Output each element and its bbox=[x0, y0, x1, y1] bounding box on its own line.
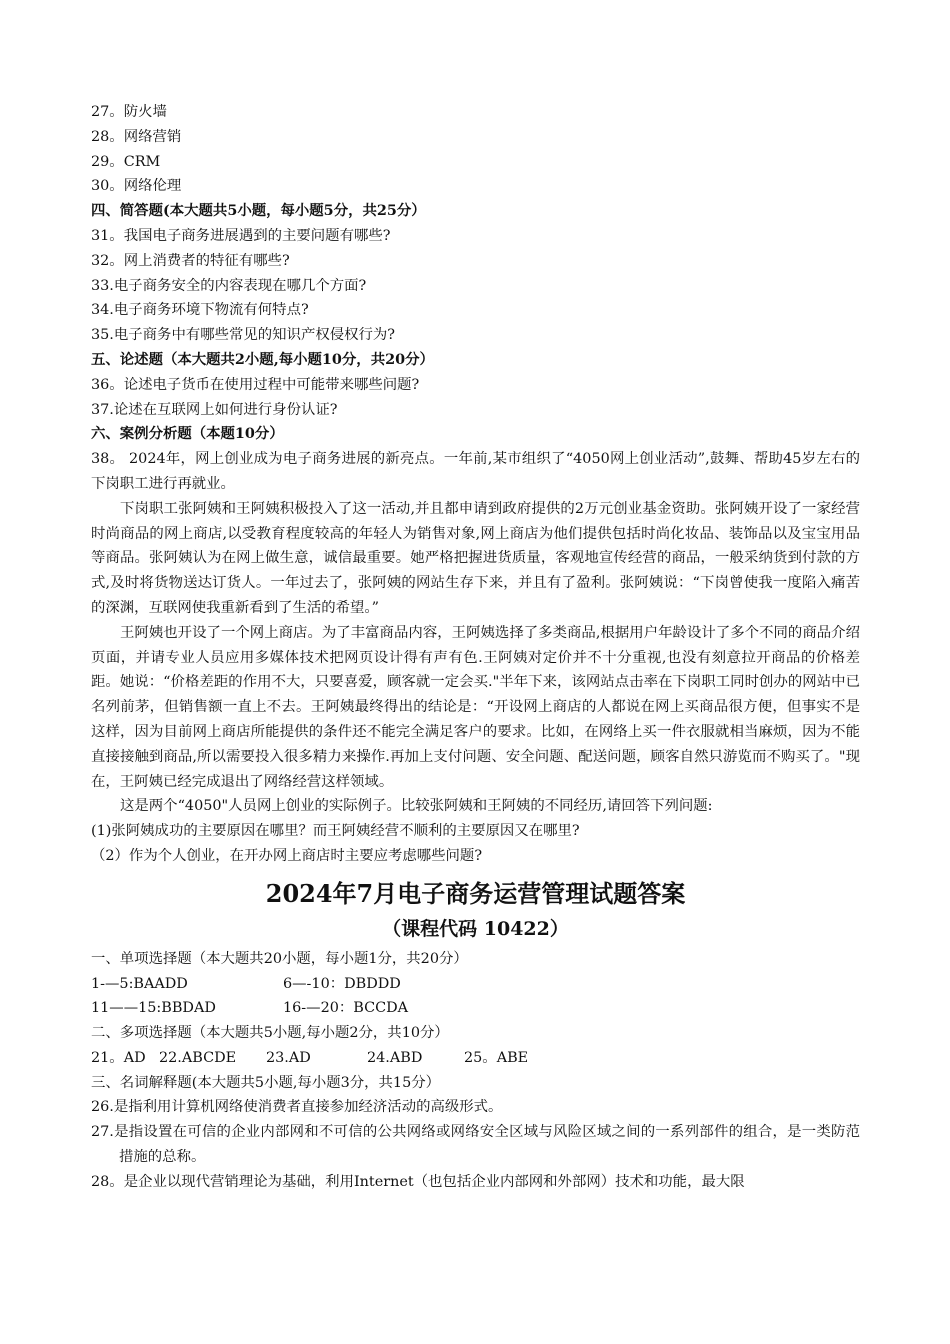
answers-subtitle: （课程代码 10422） bbox=[382, 917, 569, 940]
answer-range-11-15: 11——15:BBDAD bbox=[91, 1000, 216, 1017]
question-34: 34.电子商务环境下物流有何特点? bbox=[91, 302, 309, 319]
answer-range-1-5: 1-—5:BAADD bbox=[91, 975, 188, 992]
answers-s1-heading: 一、单项选择题（本大题共20小题，每小题1分，共20分） bbox=[91, 950, 468, 967]
case-paragraph-4: 这是两个“4050"人员网上创业的实际例子。比较张阿姨和王阿姨的不同经历,请回答下列问题: bbox=[120, 798, 713, 815]
item-27: 27。防火墙 bbox=[91, 104, 167, 120]
answer-23: 23.AD bbox=[266, 1049, 311, 1066]
question-36: 36。论述电子货币在使用过程中可能带来哪些问题? bbox=[91, 376, 420, 393]
question-32: 32。网上消费者的特征有哪些? bbox=[91, 252, 290, 269]
case-subquestion-2: （2）作为个人创业，在开办网上商店时主要应考虑哪些问题? bbox=[91, 847, 483, 864]
answer-range-16-20: 16-—20：BCCDA bbox=[283, 1000, 409, 1017]
answer-21: 21。AD bbox=[91, 1049, 146, 1066]
item-28: 28。网络营销 bbox=[91, 128, 182, 145]
section5-heading: 五、论述题（本大题共2小题,每小题10分，共20分） bbox=[91, 350, 434, 368]
case-subquestion-1: (1)张阿姨成功的主要原因在哪里？而王阿姨经营不顺利的主要原因又在哪里? bbox=[91, 823, 580, 840]
question-37: 37.论述在互联网上如何进行身份认证? bbox=[91, 401, 338, 418]
answer-26: 26.是指利用计算机网络使消费者直接参加经济活动的高级形式。 bbox=[91, 1099, 503, 1116]
answers-s3-heading: 三、名词解释题(本大题共5小题,每小题3分，共15分） bbox=[91, 1074, 441, 1091]
case-paragraph-2: 下岗职工张阿姨和王阿姨积极投入了这一活动,并且都申请到政府提供的2万元创业基金资助。张阿姨开设了一家经营时尚商品的网上商店,以受教育程度较高的年轻人为销售对象,网上商店为他们提供包括时尚化妆品、装饰品以及宝宝用品等商品。张阿姨认为在网上做生意，诚信最重要。她严格把握进货质量，客观地宣传经营的商品，一般采纳货到付款的方式,及时将货物送达订货人。一年过去了，张阿姨的网站生存下来，并且有了盈利。张阿姨说：“下岗曾使我一度陷入痛苦的深渊，互联网使我重新看到了生活的希望。” bbox=[91, 500, 860, 616]
answers-s1-row-1 bbox=[91, 972, 860, 997]
answers-title: 2024年7月电子商务运营管理试题答案 bbox=[265, 878, 686, 908]
question-31: 31。我国电子商务进展遇到的主要问题有哪些? bbox=[91, 227, 391, 244]
question-35: 35.电子商务中有哪些常见的知识产权侵权行为? bbox=[91, 327, 396, 344]
item-30: 30。网络伦理 bbox=[91, 178, 182, 195]
answer-range-6-10: 6—-10：DBDDD bbox=[283, 975, 401, 992]
answers-s1-row-2 bbox=[91, 996, 860, 1021]
answer-27: 27.是指设置在可信的企业内部网和不可信的公共网络或网络安全区域与风险区域之间的一系列部件的组合，是一类防范措施的总称。 bbox=[91, 1124, 860, 1166]
answer-24: 24.ABD bbox=[367, 1049, 423, 1066]
answer-28: 28。是企业以现代营销理论为基础，利用Internet（也包括企业内部网和外部网）技术和功能，最大限 bbox=[91, 1173, 745, 1190]
section4-heading: 四、简答题(本大题共5小题，每小题5分，共25分） bbox=[91, 202, 426, 220]
case-paragraph-1: 38。 2024年，网上创业成为电子商务进展的新亮点。一年前,某市组织了“4050网上创业活动”,鼓舞、帮助45岁左右的下岗职工进行再就业。 bbox=[91, 451, 860, 492]
case-paragraph-3: 王阿姨也开设了一个网上商店。为了丰富商品内容，王阿姨选择了多类商品,根据用户年龄设计了多个不同的商品介绍页面，并请专业人员应用多媒体技术把网页设计得有声有色.王阿姨对定价并不十分重视,也没有刻意拉开商品的价格差距。她说：“价格差距的作用不大，只要喜爱，顾客就一定会买."半年下来，该网站点击率在下岗职工同时创办的网站中已名列前茅，但销售额一直上不去。王阿姨最终得出的结论是：“开设网上商店的人都说在网上买商品很方便，但事实不是这样，因为目前网上商店所能提供的条件还不能完全满足客户的要求。比如，在网络上买一件衣服就相当麻烦，因为不能直接接触到商品,所以需要投入很多精力来操作.再加上支付问题、安全问题、配送问题，顾客自然只游览而不购买了。"现在，王阿姨已经完成退出了网络经营这样领域。 bbox=[91, 624, 860, 790]
answers-s2-row bbox=[91, 1046, 860, 1071]
answers-s2-heading: 二、多项选择题（本大题共5小题,每小题2分，共10分） bbox=[91, 1025, 449, 1042]
item-29: 29。CRM bbox=[91, 153, 161, 170]
answer-25: 25。ABE bbox=[464, 1049, 529, 1066]
section6-heading: 六、案例分析题（本题10分） bbox=[91, 425, 284, 443]
answer-22: 22.ABCDE bbox=[159, 1049, 237, 1066]
question-33: 33.电子商务安全的内容表现在哪几个方面? bbox=[91, 277, 367, 294]
